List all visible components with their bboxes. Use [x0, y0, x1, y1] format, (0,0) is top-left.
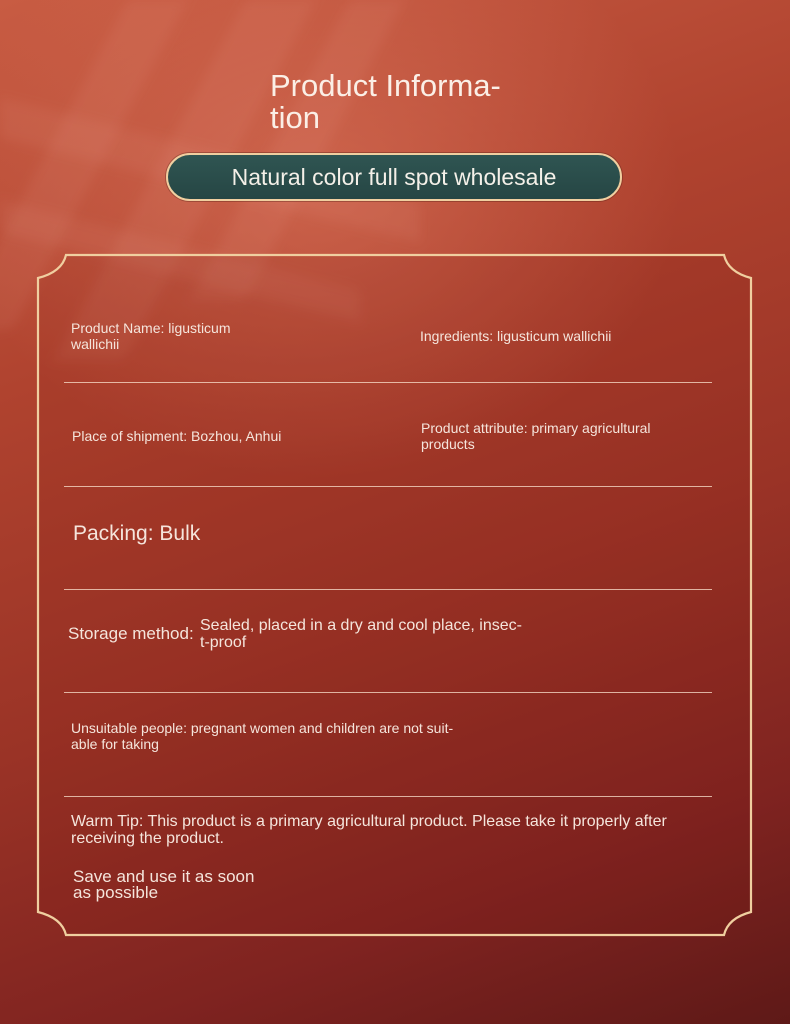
product-name: Product Name: ligusticum wallichii [71, 320, 231, 352]
row-divider [64, 382, 712, 383]
page-title: Product Informa- tion [270, 68, 501, 135]
row-divider [64, 692, 712, 693]
product-attribute: Product attribute: primary agricultural products [421, 420, 651, 452]
row-divider [64, 589, 712, 590]
ingredients: Ingredients: ligusticum wallichii [420, 328, 612, 344]
storage-label: Storage method: [68, 624, 194, 643]
save-note: Save and use it as soon as possible [73, 867, 255, 902]
row-divider [64, 796, 712, 797]
unsuitable-people: Unsuitable people: pregnant women and children are not suit- able for taking [71, 720, 454, 752]
packing: Packing: Bulk [73, 522, 201, 545]
warm-tip: Warm Tip: This product is a primary agricultural product. Please take it properly after receiving the product. [71, 813, 667, 847]
ribbon-label: Natural color full spot wholesale [231, 163, 557, 190]
storage-value: Sealed, placed in a dry and cool place, insec- t-proof [200, 617, 522, 651]
place-of-shipment: Place of shipment: Bozhou, Anhui [72, 428, 282, 444]
row-divider [64, 486, 712, 487]
